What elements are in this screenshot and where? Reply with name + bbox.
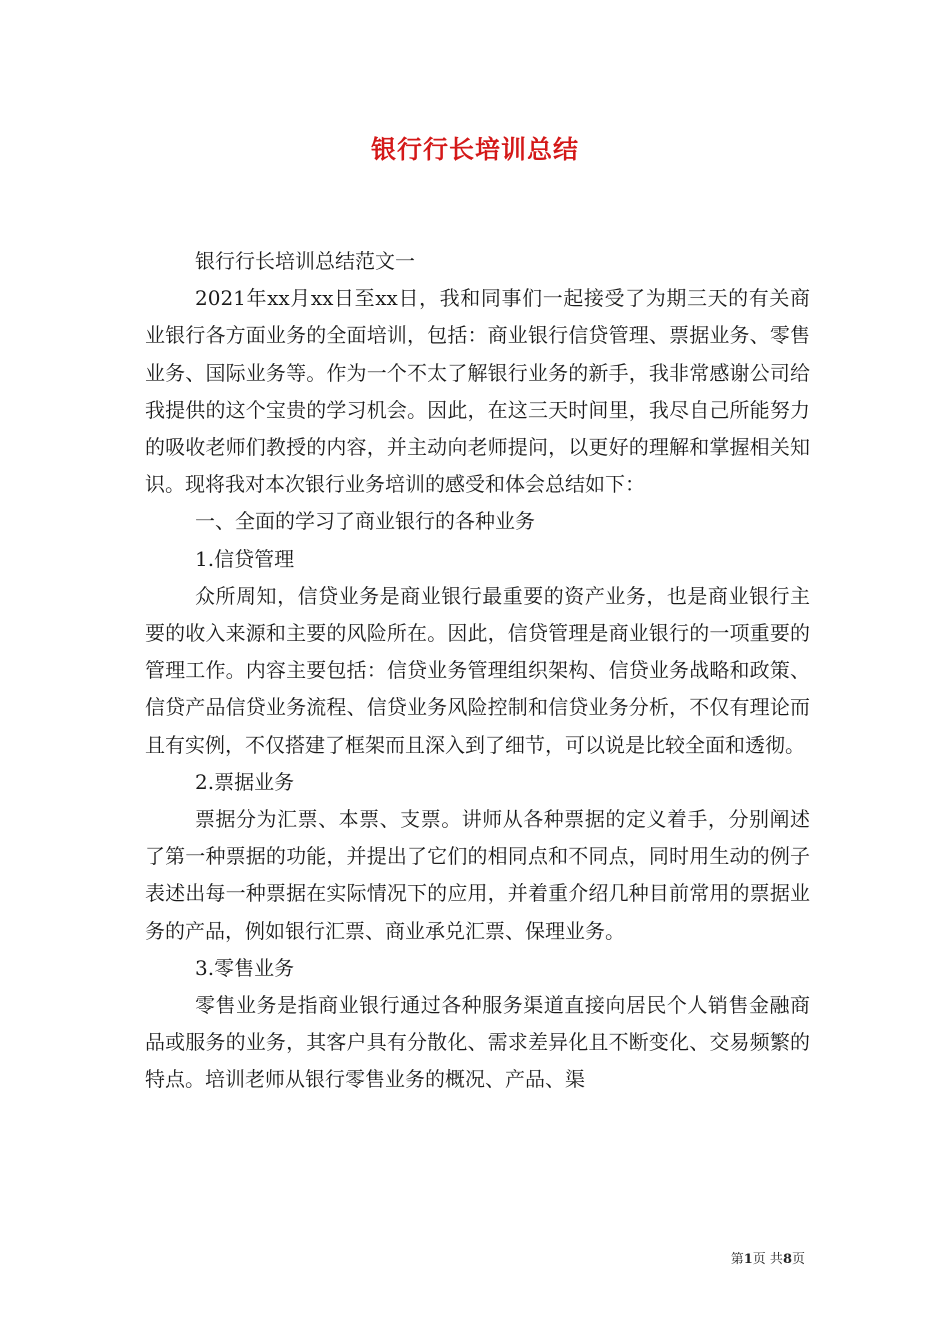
- page-number-footer: [731, 1248, 805, 1267]
- subsection-heading-credit: 1.信贷管理: [195, 546, 295, 571]
- footer-suffix: 页: [791, 1252, 805, 1267]
- total-pages-number: 8: [782, 1252, 792, 1267]
- subsection-heading-retail: 3.零售业务: [195, 955, 295, 980]
- subsection-heading-bills: 2.票据业务: [195, 769, 295, 794]
- footer-middle: 页 共: [752, 1252, 783, 1267]
- current-page-number: 1: [743, 1252, 753, 1267]
- intro-paragraph: 2021年xx月xx日至xx日，我和同事们一起接受了为期三天的有关商业银行各方面业务的全面培训，包括：商业银行信贷管理、票据业务、零售业务、国际业务等。作为一个不太了解银行业务的新手，我非常感谢公司给我提供的这个宝贵的学习机会。因此，在这三天时间里，我尽自己所能努力的吸收老师们教授的内容，并主动向老师提问，以更好的理解和掌握相关知识。现将我对本次银行业务培训的感受和体会总结如下：: [145, 286, 810, 497]
- footer-prefix: 第: [730, 1252, 744, 1267]
- bills-paragraph: 票据分为汇票、本票、支票。讲师从各种票据的定义着手，分别阐述了第一种票据的功能，并提出了它们的相同点和不同点，同时用生动的例子表述出每一种票据在实际情况下的应用，并着重介绍几种目前常用的票据业务的产品，例如银行汇票、商业承兑汇票、保理业务。: [145, 807, 810, 943]
- retail-paragraph: 零售业务是指商业银行通过各种服务渠道直接向居民个人销售金融商品或服务的业务，其客户具有分散化、需求差异化且不断变化、交易频繁的特点。培训老师从银行零售业务的概况、产品、渠: [145, 993, 810, 1092]
- section-heading: 一、全面的学习了商业银行的各种业务: [195, 509, 535, 534]
- credit-paragraph: 众所周知，信贷业务是商业银行最重要的资产业务，也是商业银行主要的收入来源和主要的风险所在。因此，信贷管理是商业银行的一项重要的管理工作。内容主要包括：信贷业务管理组织架构、信贷业务战略和政策、信贷产品信贷业务流程、信贷业务风险控制和信贷业务分析，不仅有理论而且有实例，不仅搭建了框架而且深入到了细节，可以说是比较全面和透彻。: [145, 583, 810, 757]
- document-title: 银行行长培训总结: [370, 135, 579, 164]
- document-body: [145, 243, 810, 1099]
- subtitle-paragraph: 银行行长培训总结范文一: [195, 249, 415, 273]
